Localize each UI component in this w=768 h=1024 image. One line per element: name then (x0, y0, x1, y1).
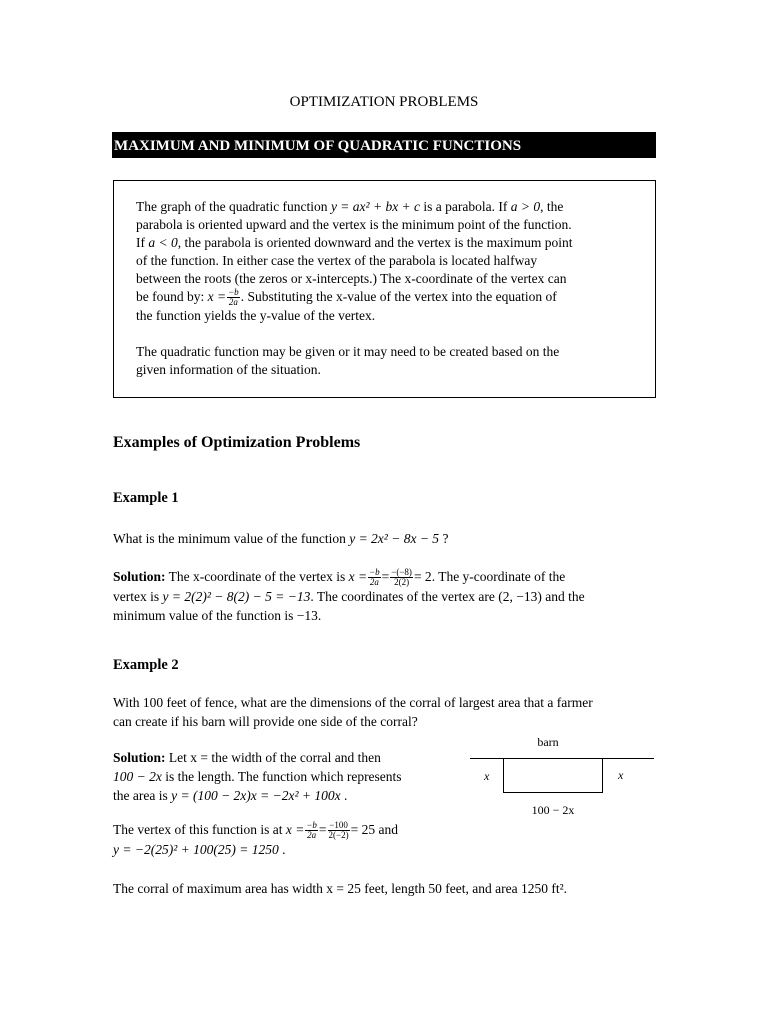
equation: 100 − 2x (113, 769, 162, 784)
equation: x = (285, 822, 305, 837)
example-1-solution (113, 567, 658, 625)
text: the area is (113, 788, 172, 803)
equation: = (318, 822, 327, 837)
solution-label: Solution: (113, 750, 166, 765)
text: . (340, 788, 348, 803)
solution-label: Solution: (113, 569, 166, 584)
denominator: 2a (228, 297, 238, 308)
text: . Substituting the x-value of the vertex into the equation of (240, 289, 557, 304)
fraction (305, 821, 318, 840)
equation: y = 2x² − 8x − 5 (349, 531, 440, 546)
barn-label: barn (537, 735, 559, 749)
text: The quadratic function may be given or it may need to be created based on the (136, 344, 560, 359)
text: What is the minimum value of the function (113, 531, 350, 546)
corral-diagram (468, 735, 658, 825)
text: . The y-coordinate of the (431, 569, 566, 584)
corral-rectangle (503, 759, 603, 793)
page-title: OPTIMIZATION PROBLEMS (289, 94, 479, 110)
equation: y = 2(2)² − 8(2) − 5 = −13 (162, 589, 311, 605)
text: , the parabola is oriented downward and the vertex is the maximum point (177, 235, 573, 250)
equation: = 2 (413, 569, 432, 584)
examples-heading: Examples of Optimization Problems (113, 434, 361, 451)
text: parabola is oriented upward and the vertex is the minimum point of the function. (136, 217, 572, 232)
denominator: 2a (307, 830, 317, 841)
text: minimum value of the function is −13. (113, 608, 322, 624)
numerator: −(−8) (391, 567, 412, 578)
text: of the function. In either case the vertex of the parabola is located halfway (136, 253, 538, 268)
example-1-question (113, 529, 658, 548)
text: be found by: (136, 289, 208, 304)
left-side-label: x (484, 769, 490, 783)
text: Let x = the width of the corral and then (165, 750, 381, 765)
text: can create if his barn will provide one side of the corral? (113, 714, 418, 729)
fraction (390, 568, 413, 587)
fraction (227, 288, 240, 307)
numerator: −100 (329, 820, 348, 831)
text: The x-coordinate of the vertex is (165, 569, 349, 584)
text: The vertex of this function is at (113, 822, 286, 837)
definition-paragraph-1 (136, 198, 636, 325)
example-1-heading: Example 1 (113, 490, 179, 506)
right-side-label: x (618, 768, 624, 782)
text: The graph of the quadratic function (136, 199, 331, 214)
text: is a parabola. If (420, 199, 511, 214)
example-2-conclusion: The corral of maximum area has width x = 25 feet, length 50 feet, and area 1250 ft². (113, 881, 567, 896)
equation: = 25 (350, 822, 376, 837)
condition: a < 0 (148, 235, 178, 250)
numerator: −b (306, 820, 317, 831)
text: ? (439, 531, 449, 546)
equation: y = −2(25)² + 100(25) = 1250 (113, 842, 279, 858)
text: is the length. The function which represents (161, 769, 402, 784)
text: With 100 feet of fence, what are the dimensions of the corral of largest area that a farmer (113, 695, 593, 710)
equation: x = (348, 569, 368, 584)
text: given information of the situation. (136, 362, 321, 377)
vertex-point: (2, −13) (498, 589, 542, 605)
section-banner: MAXIMUM AND MINIMUM OF QUADRATIC FUNCTIONS (112, 132, 656, 158)
example-2-vertex (113, 820, 513, 859)
denominator: 2a (369, 577, 379, 588)
fraction (368, 568, 381, 587)
equation: = (381, 569, 390, 584)
text: . The coordinates of the vertex are (310, 589, 499, 605)
condition: a > 0 (510, 199, 541, 214)
example-2-heading: Example 2 (113, 657, 179, 673)
text: . (278, 842, 286, 858)
bottom-side-label: 100 − 2x (531, 803, 575, 817)
denominator: 2(2) (394, 577, 410, 588)
example-2-solution (113, 748, 463, 805)
text: , the (540, 199, 564, 214)
equation: y = (100 − 2x)x = −2x² + 100x (171, 788, 341, 803)
fraction (328, 821, 350, 840)
numerator: −b (228, 287, 239, 298)
example-2-question (113, 693, 658, 731)
text: If (136, 235, 149, 250)
text: vertex is (113, 589, 163, 605)
text: the function yields the y-value of the vertex. (136, 308, 376, 324)
equation: x = (207, 289, 227, 304)
text: and the (541, 589, 585, 605)
denominator: 2(−2) (328, 830, 349, 841)
text: and (375, 822, 398, 837)
equation: y = ax² + bx + c (330, 199, 421, 214)
text: between the roots (the zeros or x-intercepts.) The x-coordinate of the vertex can (136, 271, 567, 286)
numerator: −b (369, 567, 380, 578)
definition-paragraph-2 (136, 343, 636, 379)
